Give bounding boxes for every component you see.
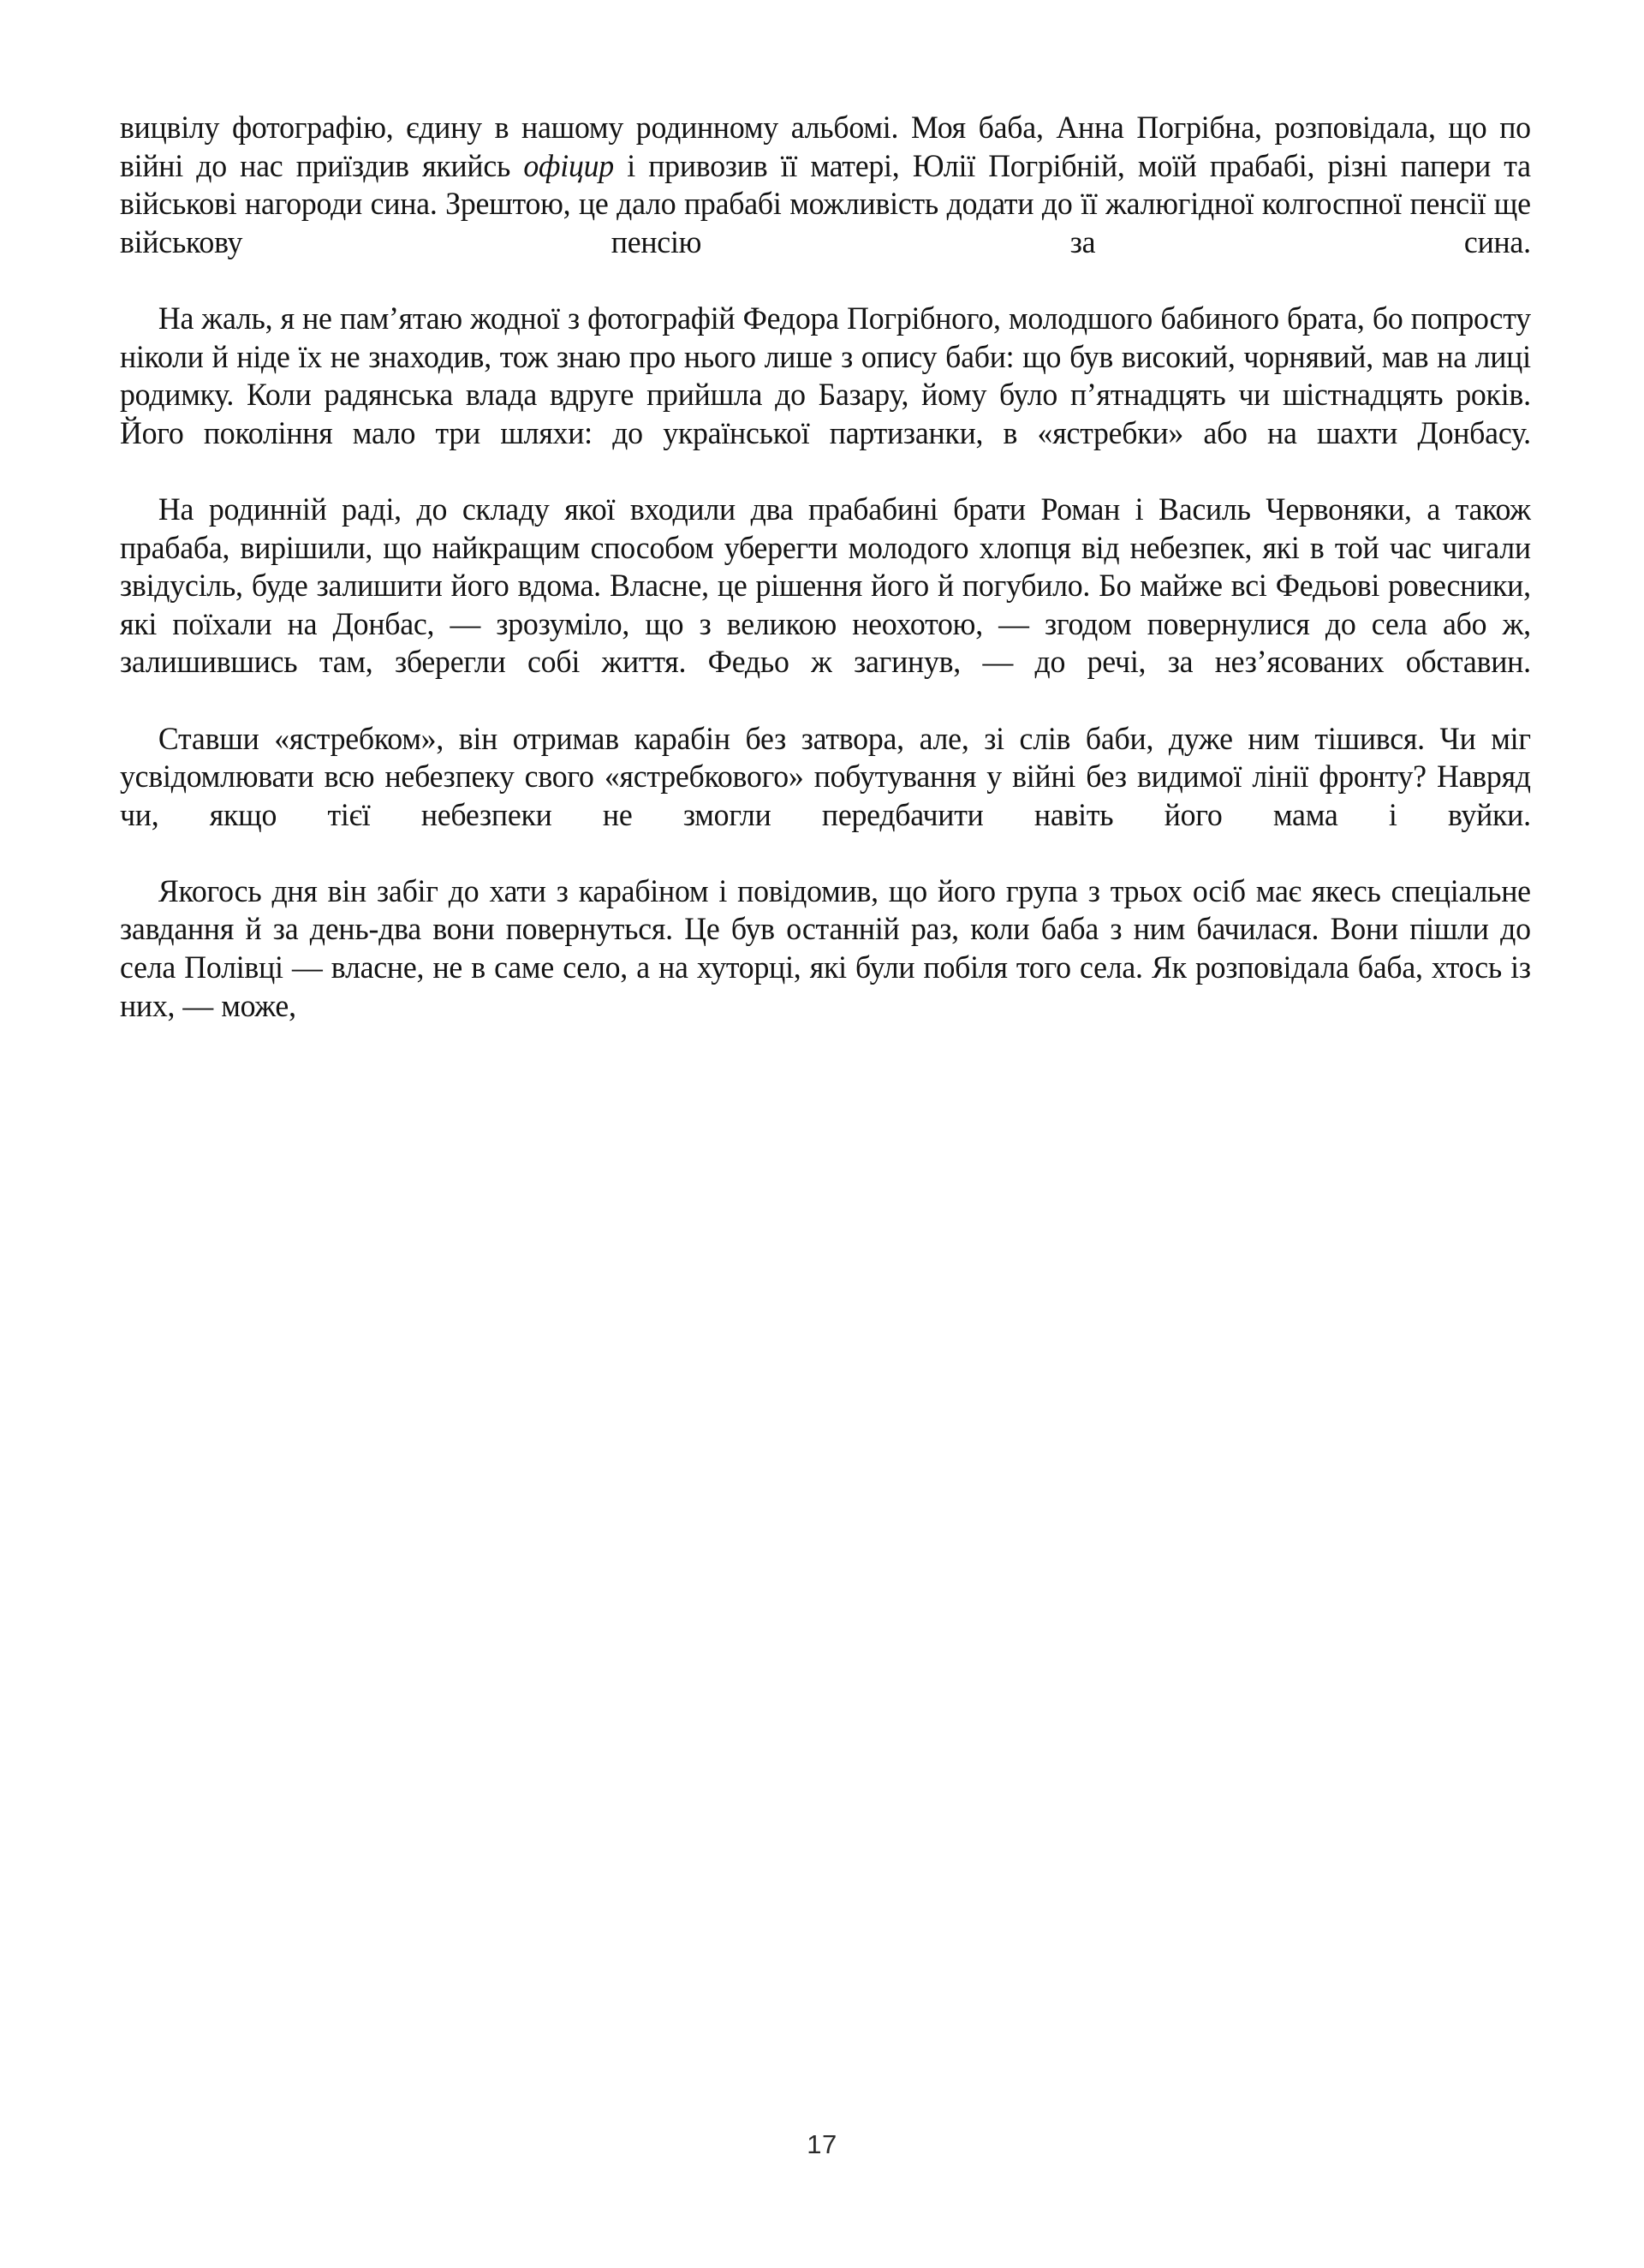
body-text: На родинній раді, до складу якої входили два прабабині брати Роман і Василь Червоняки, а також прабаба, вирішили, що найкращим способом уберегти молодого хлопця від небезпек, які в той час чигали звідусіль, буде залишити його вдома. Власне, це рішення його й погубило. Бо майже всі Федьові ровесники, які поїхали на Донбас, — зрозуміло, що з великою неохотою, — згодом повернулися до села або ж, залишившись там, зберегли собі життя. Федьо ж загинув, — до речі, за нез’ясованих обставин. xyxy=(120,491,1531,681)
body-text: Якогось дня він забіг до хати з карабіном і повідомив, що його група з трьох осіб має якесь спеціальне завдання й за день-два вони повернуться. Це був останній раз, коли баба з ним бачилася. Вони пішли до села Полівці — власне, не в саме село, а на хуторці, які були побіля того села. Як розповідала баба, хтось із них, — може, xyxy=(120,873,1531,1024)
paragraph-1 xyxy=(120,110,1531,301)
body-text: і привозив її матері, Юлії Погрібній, моїй прабабі, різні папери та військові нагороди сина. Зрештою, це дало прабабі можливість додати до її жалюгідної колгоспної пенсії ще військову пенсію за сина. xyxy=(120,148,1531,260)
body-text: На жаль, я не пам’ятаю жодної з фотографій Федора Погрібного, молодшого бабиного брата, бо попросту ніколи й ніде їх не знаходив, тож знаю про нього лише з опису баби: що був високий, чорнявий, мав на лиці родимку. Коли радянська влада вдруге прийшла до Базару, йому було п’ятнадцять чи шістнадцять років. Його покоління мало три шляхи: до української партизанки, в «ястребки» або на шахти Донбасу. xyxy=(120,301,1531,451)
body-text: Ставши «ястребком», він отримав карабін без затвора, але, зі слів баби, дуже ним тішився. Чи міг усвідомлювати всю небезпеку свого «ястребкового» побутування у війні без видимої лінії фронту? Навряд чи, якщо тієї небезпеки не змогли передбачити навіть його мама і вуйки. xyxy=(120,721,1531,833)
emphasis-text: офіцир xyxy=(523,148,614,184)
page-text-block xyxy=(120,110,1531,1026)
paragraph-5 xyxy=(120,873,1531,1026)
paragraph-2 xyxy=(120,301,1531,491)
page-number: 17 xyxy=(807,2129,837,2159)
paragraph-3 xyxy=(120,491,1531,721)
body-text: вицвілу фотографію, єдину в нашому родинному альбомі. Моя баба, Анна Погрібна, розповідала, що по війні до нас приїздив якийсь xyxy=(120,110,1531,184)
paragraph-4 xyxy=(120,721,1531,873)
